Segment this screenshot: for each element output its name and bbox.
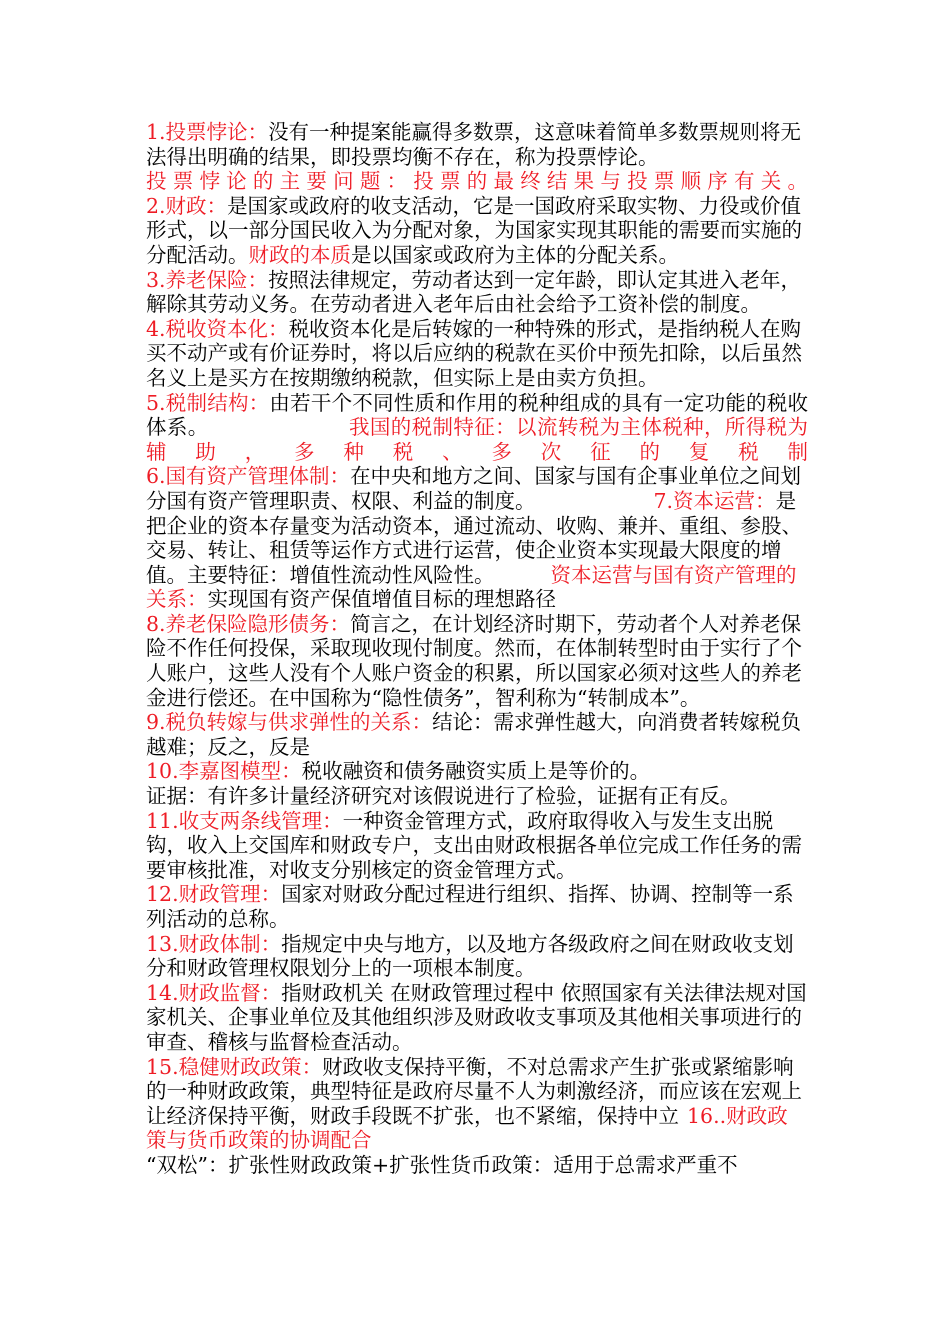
entry-2 xyxy=(146,194,808,268)
term-label: 6.国有资产管理体制： xyxy=(146,464,351,489)
tax-system-feature: 我国的税制特征：以流转税为主体税种，所得税为辅助，多种税、多次征的复税制 xyxy=(146,415,808,464)
definition-text: 税收资本化是后转嫁的一种特殊的形式，是指纳税人在购买不动产或有价证券时，将以后应纳的税款在买价中预先扣除，以后虽然名义上是买方在按期缴纳税款，但实际上是由卖方负担。 xyxy=(146,316,802,390)
red-note-voting: 投票悖论的主要问题：投票的最终结果与投票顺序有关。 xyxy=(146,169,808,194)
entry-15 xyxy=(146,1055,808,1153)
term-label: 5.税制结构： xyxy=(146,390,270,415)
entry-11 xyxy=(146,809,808,883)
definition-text: 简言之，在计划经济时期下，劳动者个人对养老保险不作任何投保，采取现收现付制度。然而，在体制转型时由于实行了个人账户，这些人没有个人账户资金的积累，所以国家必须对这些人的养老金进行偿还。在中国称为“隐性债务”，智利称为“转制成本”。 xyxy=(146,611,802,710)
term-label: 14.财政监督： xyxy=(146,980,282,1005)
term-label: 11.收支两条线管理： xyxy=(146,808,343,833)
entry-3 xyxy=(146,268,808,317)
term-label: 7.资本运营： xyxy=(653,488,776,513)
term-label: 资本运营与国有资产管理的关系： xyxy=(146,562,797,612)
definition-text: 指规定中央与地方，以及地方各级政府之间在财政收支划分和财政管理权限划分上的一项根本制度。 xyxy=(146,931,794,981)
term-label: 13.财政体制： xyxy=(146,931,282,956)
entry-10 xyxy=(146,759,808,784)
term-label: 9.税负转嫁与供求弹性的关系： xyxy=(146,710,433,735)
term-label: 1.投票悖论： xyxy=(146,120,269,144)
term-label: 8.养老保险隐形债务： xyxy=(146,611,351,636)
entry-6 xyxy=(146,464,808,612)
entry-13 xyxy=(146,932,808,981)
double-loose-policy: “双松”：扩张性财政政策+扩张性货币政策：适用于总需求严重不 xyxy=(146,1152,738,1177)
definition-text: 是以国家或政府为主体的分配关系。 xyxy=(351,242,679,267)
term-label: 财政的本质 xyxy=(248,242,351,267)
definition-text: 没有一种提案能赢得多数票，这意味着简单多数票规则将无法得出明确的结果，即投票均衡不存在，称为投票悖论。 xyxy=(146,120,802,169)
definition-text: 财政收支保持平衡，不对总需求产生扩张或紧缩影响的一种财政政策，典型特征是政府尽量不人为刺激经济，而应该在宏观上让经济保持平衡，财政手段既不扩张，也不紧缩，保持中立 xyxy=(146,1054,802,1128)
entry-14 xyxy=(146,981,808,1055)
definition-text: 由若干个不同性质和作用的税种组成的具有一定功能的税收体系。 xyxy=(146,390,808,440)
definition-text: 按照法律规定，劳动者达到一定年龄，即认定其进入老年，解除其劳动义务。在劳动者进入老年后由社会给予工资补偿的制度。 xyxy=(146,267,802,317)
document-body xyxy=(146,120,808,1178)
entry-8 xyxy=(146,612,808,710)
term-label: 2.财政： xyxy=(146,193,228,218)
definition-text: 指财政机关 在财政管理过程中 依照国家有关法律法规对国家机关、企事业单位及其他组织涉及财政收支事项及其他相关事项进行的审查、稽核与监督检查活动。 xyxy=(146,980,807,1054)
term-label: 15.稳健财政政策： xyxy=(146,1054,323,1079)
definition-text: 是把企业的资本存量变为活动资本，通过流动、收购、兼并、重组、参股、交易、转让、租赁等运作方式进行运营，使企业资本实现最大限度的增值。主要特征：增值性流动性风险性。 xyxy=(146,488,802,587)
entry-12 xyxy=(146,882,808,931)
term-label: 3.养老保险： xyxy=(146,267,269,292)
definition-text: 税收融资和债务融资实质上是等价的。 xyxy=(301,759,651,784)
entry-5 xyxy=(146,391,808,465)
term-label: 10.李嘉图模型： xyxy=(146,759,302,784)
entry-4 xyxy=(146,317,808,391)
definition-text: 是国家或政府的收支活动，它是一国政府采取实物、力役或价值形式，以一部分国民收入为分配对象，为国家实现其职能的需要而实施的分配活动。 xyxy=(146,193,802,267)
entry-9 xyxy=(146,710,808,759)
term-label: 12.财政管理： xyxy=(146,882,282,907)
definition-text: 一种资金管理方式，政府取得收入与发生支出脱钩，收入上交国库和财政专户，支出由财政根据各单位完成工作任务的需要审核批准，对收支分别核定的资金管理方式。 xyxy=(146,808,802,882)
term-label: 4.税收资本化： xyxy=(146,316,289,341)
definition-text: 实现国有资产保值增值目标的理想路径 xyxy=(207,587,556,612)
term-label: 16..财政政策与货币政策的协调配合 xyxy=(146,1103,788,1153)
evidence-line: 证据：有许多计量经济研究对该假说进行了检验，证据有正有反。 xyxy=(146,784,741,809)
entry-1 xyxy=(146,120,808,169)
definition-text: 在中央和地方之间、国家与国有企事业单位之间划分国有资产管理职责、权限、利益的制度。 xyxy=(146,464,802,513)
definition-text: 国家对财政分配过程进行组织、指挥、协调、控制等一系列活动的总称。 xyxy=(146,882,794,931)
definition-text: 结论：需求弹性越大，向消费者转嫁税负越难；反之，反是 xyxy=(146,710,802,759)
